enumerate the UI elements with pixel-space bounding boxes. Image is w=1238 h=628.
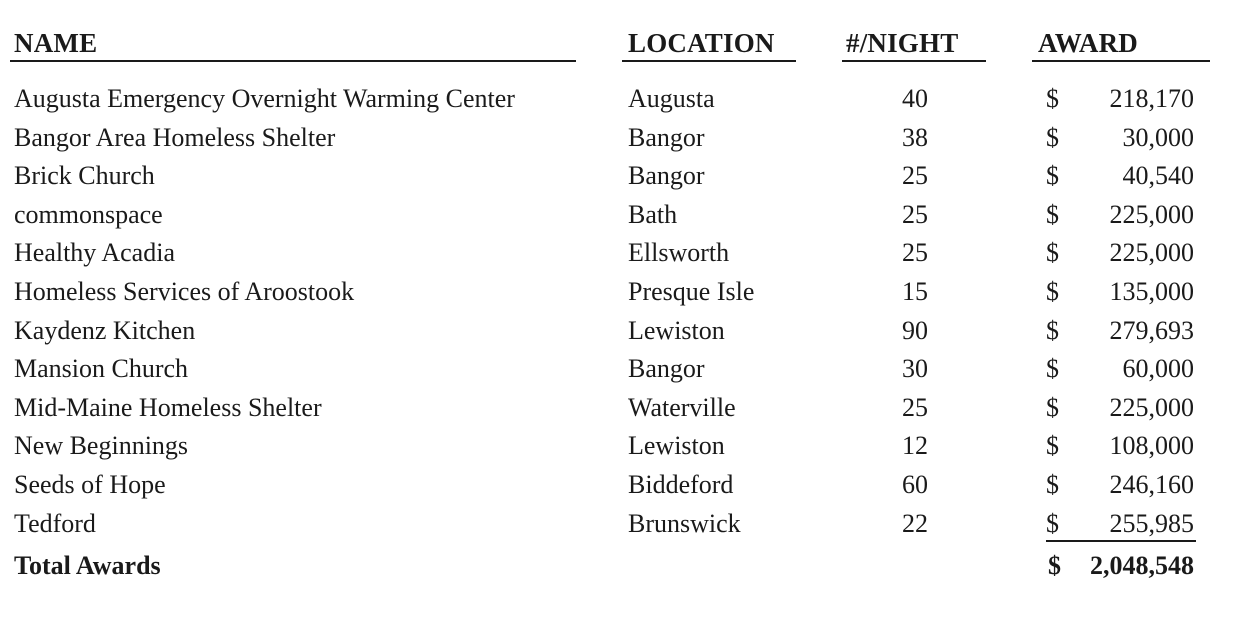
cell-location: Waterville [628, 392, 736, 422]
table-row [0, 80, 1238, 119]
total-label: Total Awards [14, 551, 161, 580]
total-rule [1046, 540, 1196, 542]
table-row [0, 389, 1238, 428]
cell-currency: $ [1046, 161, 1059, 191]
cell-per-night: 90 [902, 315, 928, 345]
cell-award: 108,000 [1109, 431, 1194, 461]
table-row [0, 157, 1238, 196]
cell-name: commonspace [14, 199, 163, 229]
cell-per-night: 40 [902, 84, 928, 113]
table-row [0, 350, 1238, 389]
table-row [0, 427, 1238, 466]
cell-location: Bath [628, 199, 678, 229]
cell-award: 225,000 [1109, 238, 1194, 268]
header-rule-name [10, 60, 576, 62]
cell-location: Brunswick [628, 508, 741, 538]
cell-location: Bangor [628, 161, 705, 191]
cell-location: Bangor [628, 122, 705, 152]
cell-per-night: 25 [902, 161, 928, 191]
cell-location: Presque Isle [628, 276, 755, 306]
cell-award: 135,000 [1109, 276, 1194, 306]
cell-award: 279,693 [1109, 315, 1194, 345]
cell-award: 60,000 [1122, 354, 1194, 384]
cell-currency: $ [1046, 354, 1059, 384]
cell-award: 40,540 [1122, 161, 1194, 191]
table-row [0, 119, 1238, 158]
table-row [0, 466, 1238, 505]
cell-award: 246,160 [1109, 469, 1194, 499]
cell-per-night: 60 [902, 469, 928, 499]
cell-location: Biddeford [628, 469, 734, 499]
cell-name: Augusta Emergency Overnight Warming Center [14, 84, 515, 113]
table-row [0, 505, 1238, 544]
cell-currency: $ [1046, 315, 1059, 345]
cell-currency: $ [1046, 392, 1059, 422]
header-location: LOCATION [628, 28, 775, 58]
total-amount: 2,048,548 [1090, 551, 1194, 580]
header-rule-location [622, 60, 796, 62]
cell-location: Ellsworth [628, 238, 730, 268]
cell-name: New Beginnings [14, 431, 189, 461]
cell-per-night: 12 [902, 431, 928, 461]
header-name: NAME [14, 28, 98, 58]
cell-location: Bangor [628, 354, 705, 384]
cell-award: 225,000 [1109, 199, 1194, 229]
cell-name: Seeds of Hope [14, 469, 166, 499]
header-per-night: #/NIGHT [846, 28, 959, 58]
cell-name: Homeless Services of Aroostook [14, 276, 355, 306]
cell-currency: $ [1046, 431, 1059, 461]
table-row [0, 234, 1238, 273]
cell-currency: $ [1046, 508, 1059, 538]
cell-name: Mid-Maine Homeless Shelter [14, 392, 322, 422]
cell-location: Lewiston [628, 315, 725, 345]
cell-award: 218,170 [1109, 84, 1194, 113]
cell-per-night: 25 [902, 238, 928, 268]
cell-location: Lewiston [628, 431, 725, 461]
cell-location: Augusta [628, 84, 715, 113]
cell-award: 30,000 [1122, 122, 1194, 152]
cell-currency: $ [1046, 199, 1059, 229]
table-row [0, 312, 1238, 351]
cell-currency: $ [1046, 84, 1059, 113]
cell-per-night: 22 [902, 508, 928, 538]
cell-award: 225,000 [1109, 392, 1194, 422]
cell-per-night: 30 [902, 354, 928, 384]
header-rule-per-night [842, 60, 986, 62]
cell-name: Brick Church [14, 161, 155, 191]
cell-per-night: 25 [902, 392, 928, 422]
cell-name: Healthy Acadia [14, 238, 175, 268]
header-rule-award [1032, 60, 1210, 62]
cell-per-night: 38 [902, 122, 928, 152]
cell-currency: $ [1046, 469, 1059, 499]
cell-award: 255,985 [1109, 508, 1194, 538]
total-currency: $ [1048, 551, 1061, 580]
cell-name: Kaydenz Kitchen [14, 315, 196, 345]
table-row [0, 273, 1238, 312]
cell-name: Mansion Church [14, 354, 189, 384]
cell-name: Tedford [14, 508, 96, 538]
cell-currency: $ [1046, 122, 1059, 152]
cell-currency: $ [1046, 238, 1059, 268]
table-row [0, 196, 1238, 235]
total-row [0, 546, 1238, 586]
cell-per-night: 15 [902, 276, 928, 306]
cell-name: Bangor Area Homeless Shelter [14, 122, 336, 152]
header-award: AWARD [1038, 28, 1139, 58]
cell-currency: $ [1046, 276, 1059, 306]
cell-per-night: 25 [902, 199, 928, 229]
table-body [0, 80, 1238, 543]
